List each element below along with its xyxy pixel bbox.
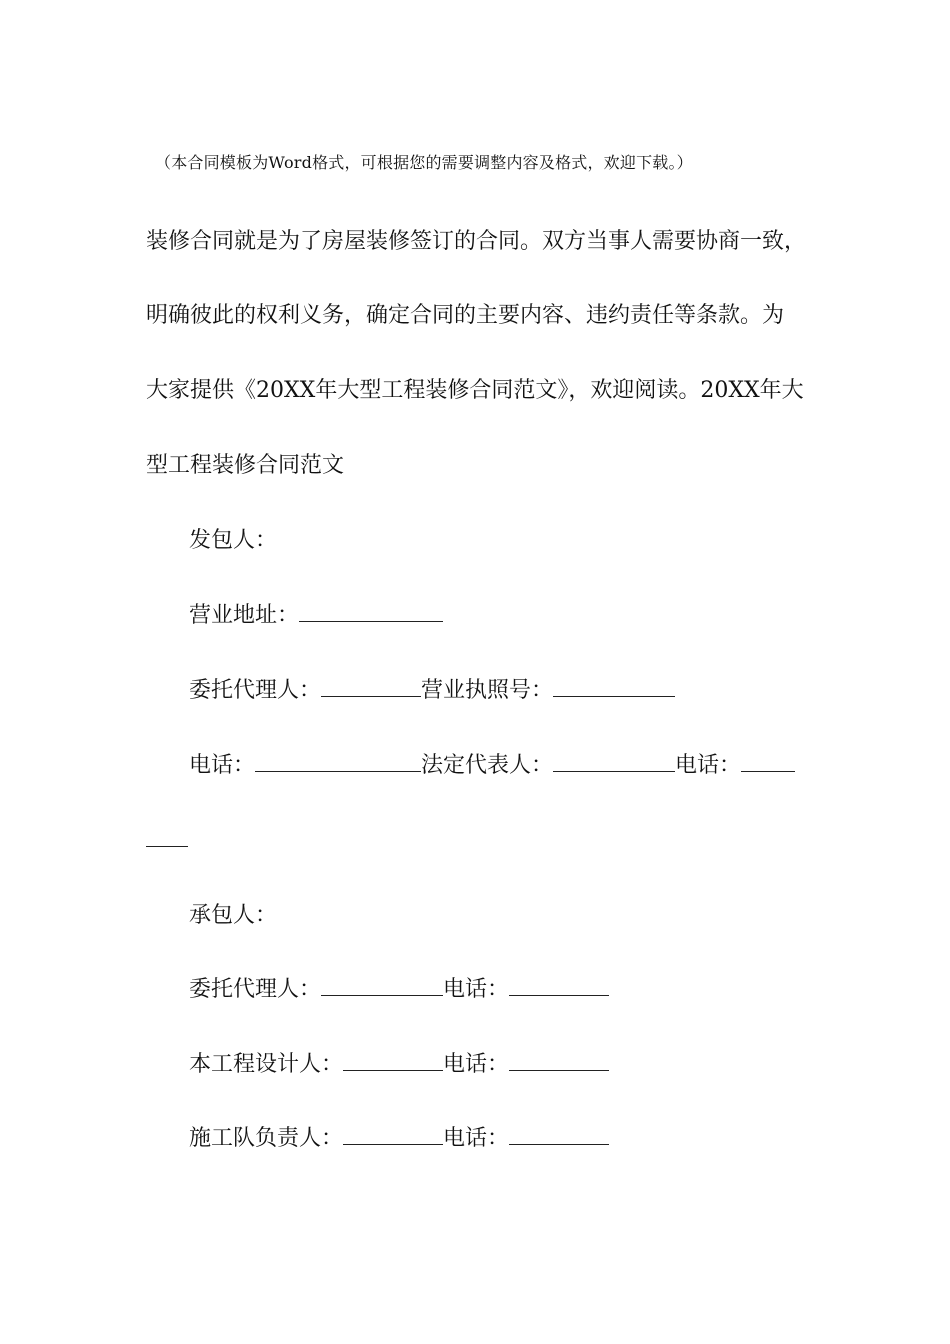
team-lead-label: 施工队负责人： (189, 1126, 344, 1151)
legal-rep-blank[interactable] (553, 753, 675, 772)
legal-rep-label: 法定代表人： (421, 753, 554, 778)
intro-line-4: 型工程装修合同范文 (146, 453, 345, 478)
party-a-agent-row (189, 673, 675, 704)
party-b-agent-row (189, 972, 609, 1003)
designer-label: 本工程设计人： (189, 1052, 344, 1077)
b-agent-blank[interactable] (321, 977, 443, 996)
phone2-label: 电话： (675, 753, 742, 778)
intro-line-2: 明确彼此的权利义务，确定合同的主要内容、违约责任等条款。为 (146, 303, 785, 328)
license-blank[interactable] (553, 678, 675, 697)
party-a-address-row (189, 598, 443, 629)
phone2-blank[interactable] (741, 753, 795, 772)
party-a-title: 发包人： (189, 528, 278, 553)
designer-blank[interactable] (343, 1052, 443, 1071)
team-lead-phone-label: 电话： (443, 1126, 510, 1151)
agent-blank[interactable] (321, 678, 421, 697)
license-label: 营业执照号： (421, 678, 554, 703)
phone-label: 电话： (189, 753, 256, 778)
designer-phone-blank[interactable] (509, 1052, 609, 1071)
designer-phone-label: 电话： (443, 1052, 510, 1077)
party-b-team-lead-row (189, 1121, 609, 1152)
phone-blank[interactable] (255, 753, 421, 772)
team-lead-blank[interactable] (343, 1126, 443, 1145)
address-label: 营业地址： (189, 603, 300, 628)
party-a-phone-row (189, 748, 795, 779)
b-agent-phone-blank[interactable] (509, 977, 609, 996)
agent-label: 委托代理人： (189, 678, 322, 703)
team-lead-phone-blank[interactable] (509, 1126, 609, 1145)
party-b-title: 承包人： (189, 903, 278, 928)
phone2-blank-continued[interactable] (146, 828, 188, 847)
b-agent-label: 委托代理人： (189, 977, 322, 1002)
intro-line-3: 大家提供《20XX年大型工程装修合同范文》，欢迎阅读。20XX年大 (146, 378, 804, 403)
party-b-designer-row (189, 1047, 609, 1078)
intro-line-1: 装修合同就是为了房屋装修签订的合同。双方当事人需要协商一致， (146, 229, 807, 254)
b-agent-phone-label: 电话： (443, 977, 510, 1002)
template-note: （本合同模板为Word格式，可根据您的需要调整内容及格式，欢迎下载。） (155, 153, 693, 172)
address-blank[interactable] (299, 603, 443, 622)
